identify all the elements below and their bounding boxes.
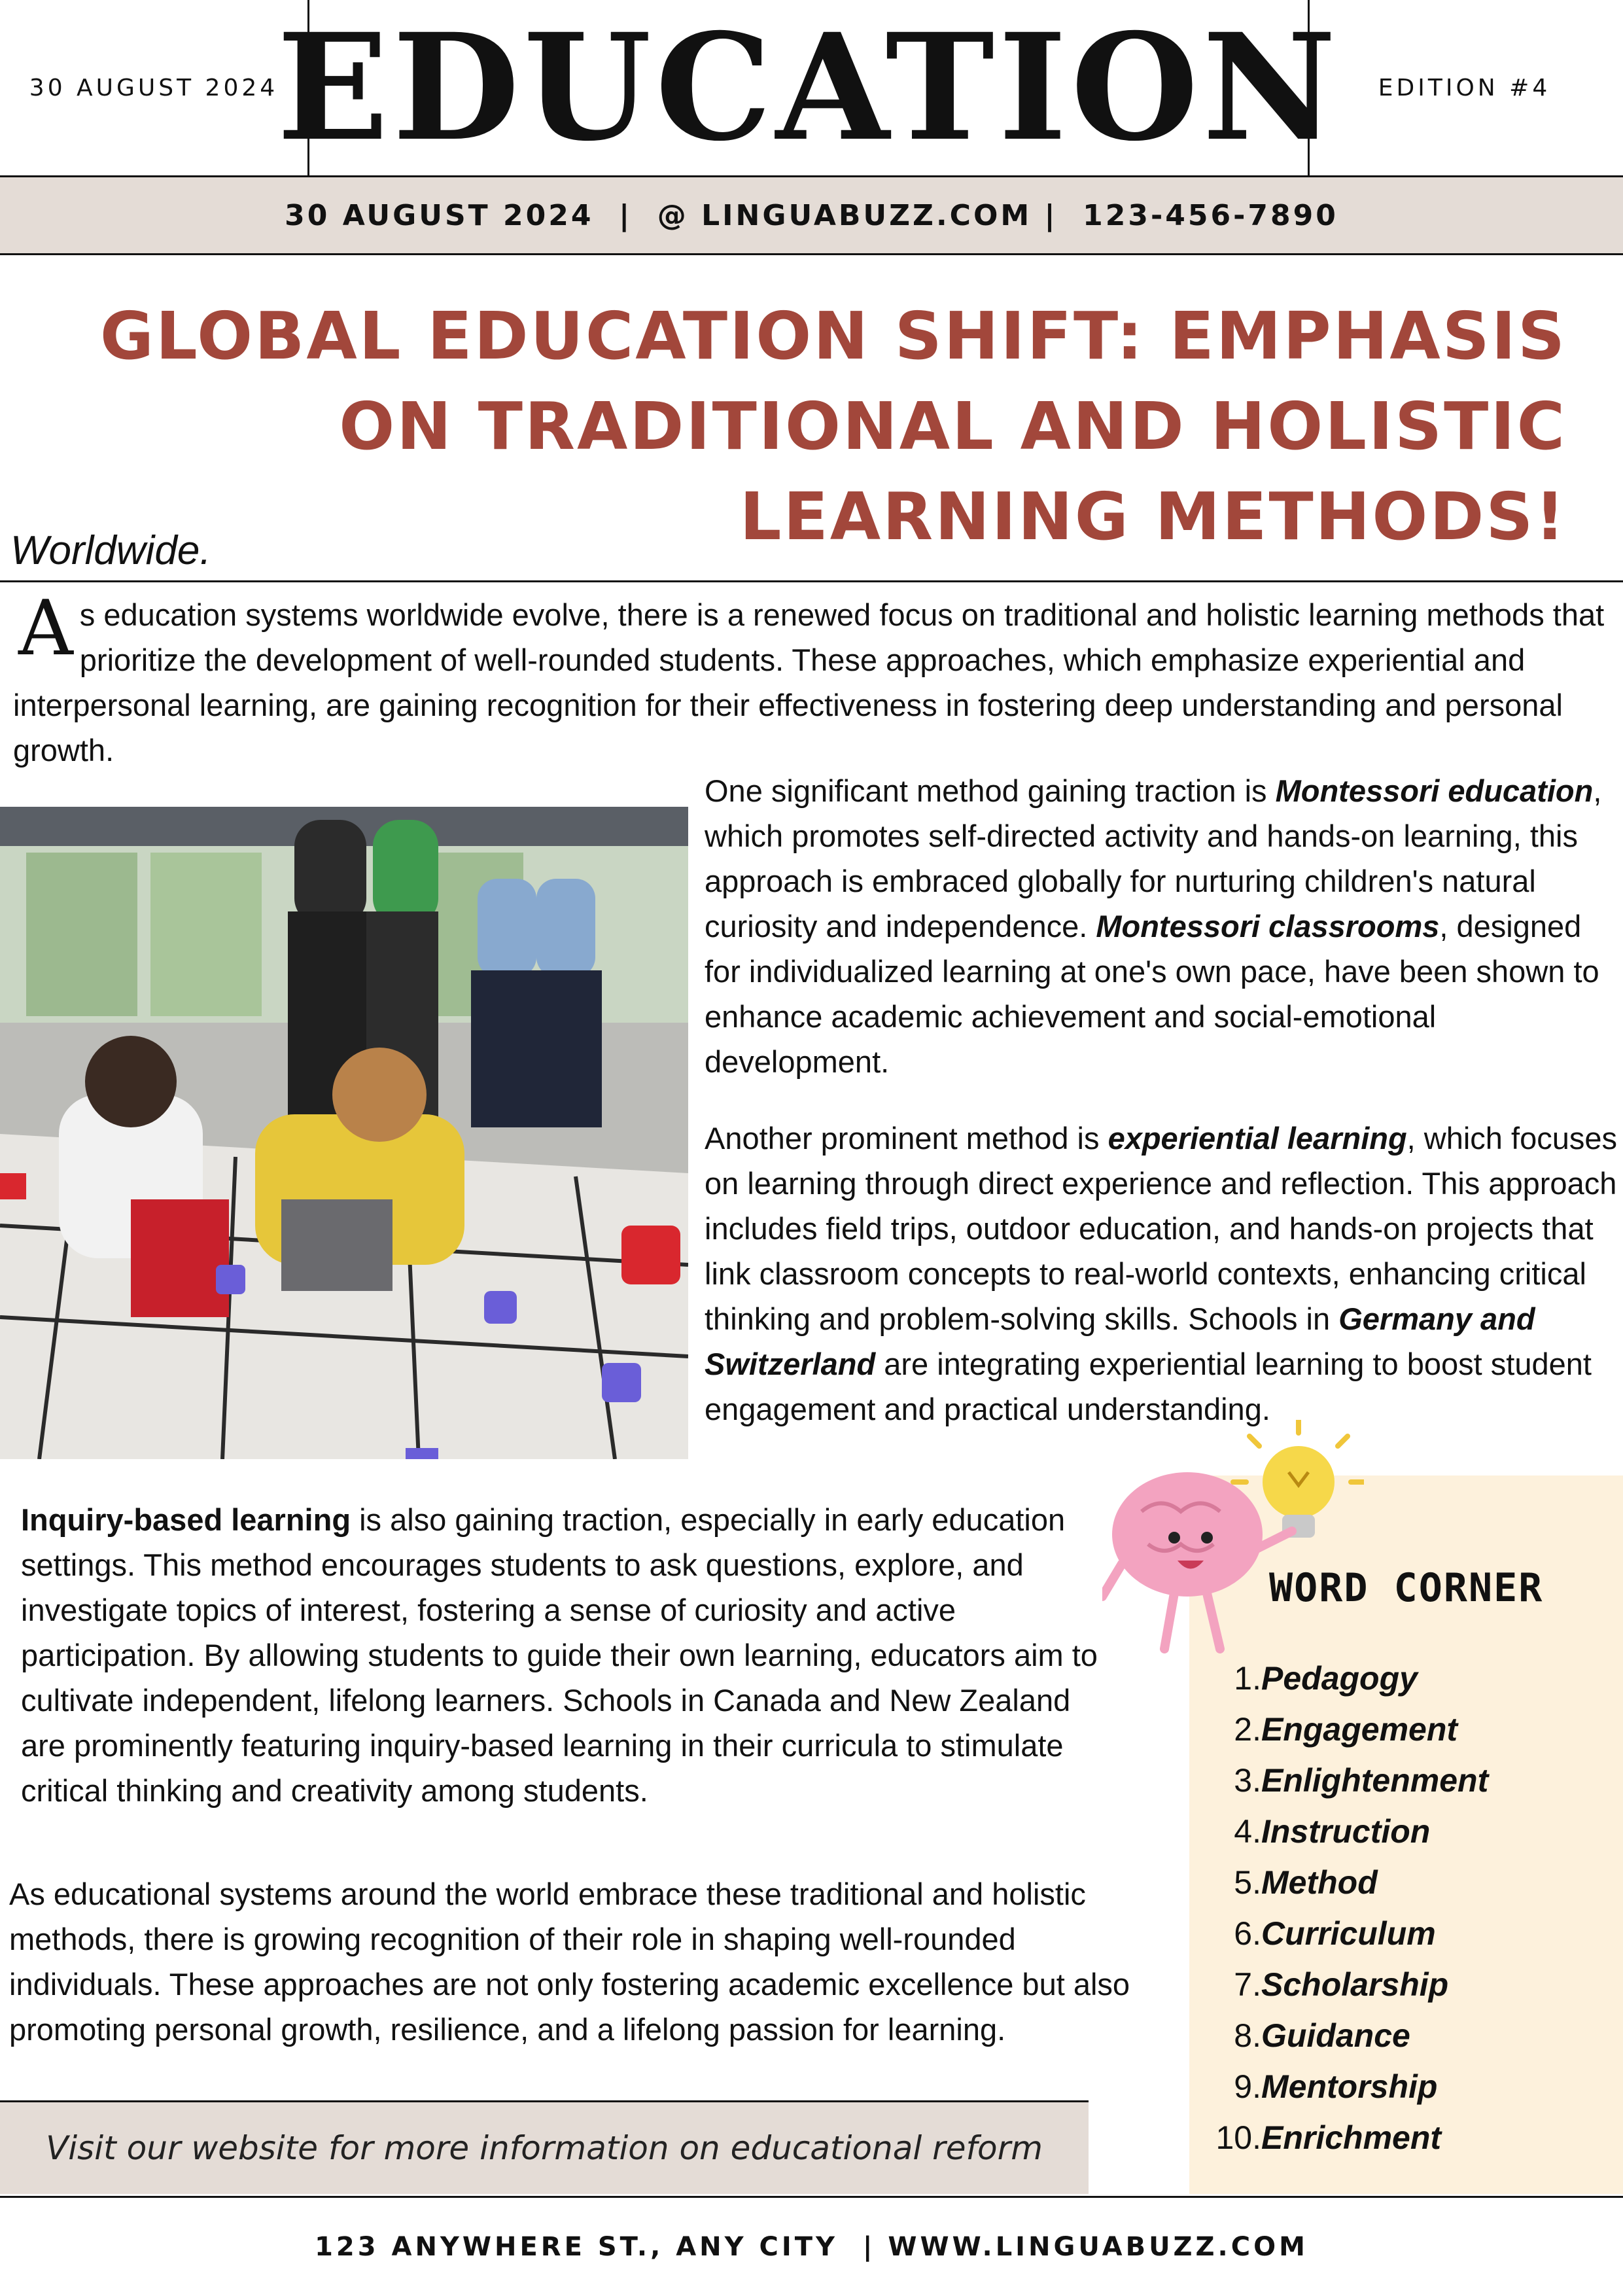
montessori-emphasis-1: Montessori education	[1275, 773, 1594, 808]
word-corner-number: 3.	[1234, 1762, 1261, 1799]
footer	[0, 2198, 1623, 2296]
classroom-robotics-photo	[0, 807, 688, 1459]
brain-lightbulb-icon	[1102, 1420, 1364, 1655]
word-corner-item	[1204, 2010, 1609, 2061]
word-corner-item	[1204, 1755, 1609, 1806]
intro-text: s education systems worldwide evolve, there is a renewed focus on traditional and holistic learning methods that prioritize the development of well-rounded students. These approaches, which emphasize experiential and interpersonal learning, are gaining recognition for their effectiveness in fostering deep understanding and personal growth.	[13, 597, 1605, 768]
photo-illustration	[0, 807, 688, 1459]
word-corner-item	[1204, 1704, 1609, 1755]
masthead-title: EDUCATION	[307, 0, 1310, 175]
word-corner-number: 10.	[1215, 2119, 1261, 2156]
word-corner-item	[1204, 1806, 1609, 1857]
info-bar-text: 30 AUGUST 2024 | @ LINGUABUZZ.COM | 123-456-7890	[285, 198, 1338, 232]
inquiry-text: is also gaining traction, especially in early education settings. This method encourages students to ask questions, explore, and investigate topics of interest, fostering a sense of curiosity and active participation. By allowing students to guide their own learning, educators aim to cultivate independent, lifelong learners. Schools in Canada and New Zealand are prominently featuring inquiry-based learning in their curricula to stimulate critical thinking and creativity among students.	[21, 1502, 1098, 1808]
montessori-emphasis-2: Montessori classrooms	[1096, 909, 1440, 944]
word-corner-word: Engagement	[1261, 1711, 1458, 1748]
info-bar	[0, 177, 1623, 255]
inquiry-paragraph	[21, 1497, 1120, 1813]
montessori-paragraph	[705, 768, 1623, 1084]
drop-cap: A	[18, 584, 73, 673]
experiential-text-2: , which focuses on learning through direct experience and reflection. This approach includes field trips, outdoor education, and hands-on projects that link classroom concepts to real-world contexts, enhancing critical thinking and problem-solving skills. Schools in	[705, 1121, 1617, 1336]
word-corner-number: 6.	[1234, 1915, 1261, 1952]
word-corner-word: Enlightenment	[1261, 1762, 1489, 1799]
word-corner-word: Instruction	[1261, 1813, 1431, 1850]
dateline: Worldwide.	[10, 528, 211, 573]
right-column	[705, 768, 1623, 1463]
word-corner-title: WORD CORNER	[1269, 1565, 1544, 1611]
word-corner-item	[1204, 2061, 1609, 2112]
headline-line-2: ON TRADITIONAL AND HOLISTIC	[339, 388, 1567, 465]
word-corner-number: 7.	[1234, 1966, 1261, 2003]
word-corner-word: Guidance	[1261, 2017, 1410, 2054]
word-corner-number: 4.	[1234, 1813, 1261, 1850]
experiential-emphasis-1: experiential learning	[1108, 1121, 1407, 1156]
word-corner-number: 1.	[1234, 1660, 1261, 1697]
experiential-text-1: Another prominent method is	[705, 1121, 1108, 1156]
word-corner-word: Scholarship	[1261, 1966, 1449, 2003]
montessori-text-1: One significant method gaining traction is	[705, 773, 1276, 808]
experiential-emphasis-2: Germany and Switzerland	[705, 1301, 1535, 1381]
masthead-date: 30 AUGUST 2024	[29, 74, 279, 101]
experiential-text-3: are integrating experiential learning to boost student engagement and practical understanding.	[705, 1347, 1592, 1426]
word-corner-number: 2.	[1234, 1711, 1261, 1748]
footer-text: 123 ANYWHERE ST., ANY CITY | WWW.LINGUABUZZ.COM	[315, 2232, 1308, 2262]
word-corner-word: Mentorship	[1261, 2068, 1438, 2105]
montessori-text-2: , which promotes self-directed activity and hands-on learning, this approach is embraced globally for nurturing children's natural curiosity and independence.	[705, 773, 1602, 944]
word-corner-word: Method	[1261, 1864, 1378, 1901]
experiential-paragraph	[705, 1116, 1623, 1432]
word-corner-word: Curriculum	[1261, 1915, 1436, 1952]
word-corner-word: Enrichment	[1261, 2119, 1442, 2156]
divider	[0, 580, 1623, 582]
word-corner-number: 8.	[1234, 2017, 1261, 2054]
word-corner-item	[1204, 1908, 1609, 1959]
intro-paragraph	[13, 584, 1609, 773]
word-corner-list	[1204, 1653, 1609, 2163]
headline-line-1: GLOBAL EDUCATION SHIFT: EMPHASIS	[99, 298, 1567, 374]
word-corner-item	[1204, 2112, 1609, 2163]
word-corner-item	[1204, 1857, 1609, 1908]
word-corner-number: 9.	[1234, 2068, 1261, 2105]
visit-text: Visit our website for more information on educational reform	[46, 2129, 1043, 2167]
masthead-edition: EDITION #4	[1378, 74, 1551, 101]
word-corner-word: Pedagogy	[1261, 1660, 1418, 1697]
word-corner-number: 5.	[1234, 1864, 1261, 1901]
headline-line-3: LEARNING METHODS!	[739, 478, 1567, 555]
visit-banner	[0, 2102, 1089, 2194]
word-corner-item	[1204, 1959, 1609, 2010]
word-corner-item	[1204, 1653, 1609, 1704]
closing-paragraph: As educational systems around the world embrace these traditional and holistic methods, there is growing recognition of their role in shaping well-rounded individuals. These approaches are not only fostering academic excellence but also promoting personal growth, resilience, and a lifelong passion for learning.	[9, 1877, 1130, 2047]
montessori-text-3: , designed for individualized learning at one's own pace, have been shown to enhance academic achievement and social-emotional development.	[705, 909, 1599, 1079]
inquiry-emphasis: Inquiry-based learning	[21, 1502, 351, 1537]
headline	[79, 291, 1567, 562]
